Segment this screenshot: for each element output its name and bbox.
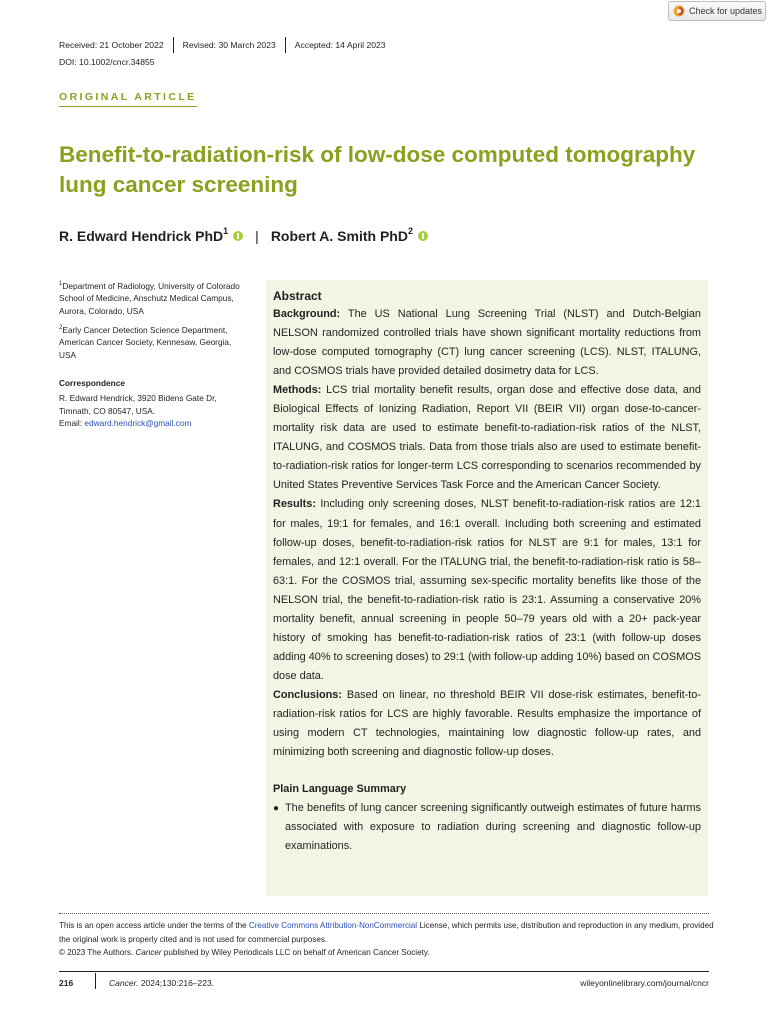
footer-divider — [95, 973, 96, 989]
history-divider — [285, 37, 286, 53]
abstract-section-label: Methods: — [273, 384, 322, 397]
section-underline — [59, 106, 197, 107]
license-pre: This is an open access article under the terms of the — [59, 921, 249, 930]
bullet-icon: ● — [273, 803, 280, 815]
abstract-section-text: Based on linear, no threshold BEIR VII dose-risk estimates, benefit-to-radiation-risk ratios for LCS are highly favorable. Results emphasize the importance of using modern CT technologies, maintaining low diagnostic follow-up rates, and minimizing both screening and diagnostic follow-up doses. — [273, 688, 701, 759]
abstract-methods — [273, 381, 701, 495]
correspondence-heading: Correspondence — [59, 378, 125, 388]
copyright-post: published by Wiley Periodicals LLC on behalf of American Cancer Society. — [161, 948, 430, 957]
abstract-content — [273, 287, 701, 856]
author-name[interactable]: R. Edward Hendrick PhD — [59, 228, 224, 244]
author-separator: | — [255, 228, 259, 244]
abstract-section-text: Including only screening doses, NLST benefit-to-radiation-risk ratios are 12:1 for males, 19:1 for females, and 16:1 overall. Including both screening and estimated follow-up doses, benefit-to-radiation-risk ratios for NLST are 9:1 for males, 13:1 for females, and 12:1 overall. For the ITALUNG trial, the benefit-to-radiation-risk ratio is 58–63:1. For the COSMOS trial, assuming sex-specific mortality benefits like those of the NELSON trial, the benefit-to-radiation-risk ratio is 23:1. Assuming a conservative 20% mortality benefit, annual screening in people 50–79 years old with a 20+ pack-year history of smoking has benefit-to-radiation-risk ratios of 23:1 (with follow-up doses adding 40% to screening doses) to 29:1 (with follow-up adding 10%) based on COSMOS dose data. — [273, 498, 702, 682]
accepted-date: Accepted: 14 April 2023 — [294, 40, 386, 50]
summary-bullet — [273, 799, 701, 856]
license-post: License, which permits use, distribution and reproduction in any medium, provided the original work is properly cited and is not used for commercial purposes. — [59, 921, 714, 944]
affiliation-text: Department of Radiology, University of Colorado School of Medicine, Anschutz Medical Campus, Aurora, Colorado, USA — [59, 280, 240, 316]
journal-url[interactable]: wileyonlinelibrary.com/journal/cncr — [580, 978, 709, 988]
affiliation — [59, 322, 249, 362]
section-label: ORIGINAL ARTICLE — [59, 91, 197, 103]
license-notice — [59, 919, 714, 960]
author-affiliation-ref: 2 — [407, 226, 413, 236]
check-updates-icon — [673, 5, 685, 17]
journal-name: Cancer. — [109, 978, 139, 988]
footer-rule — [59, 971, 709, 972]
correspondence-email-line — [59, 417, 259, 430]
license-text — [59, 919, 714, 946]
correspondence-details — [59, 392, 259, 430]
revised-date: Revised: 30 March 2023 — [182, 40, 276, 50]
email-link[interactable]: edward.hendrick@gmail.com — [84, 418, 192, 429]
abstract-box — [266, 280, 708, 896]
plain-language-summary-heading: Plain Language Summary — [273, 783, 407, 796]
journal-citation — [109, 978, 214, 988]
license-divider — [59, 913, 709, 914]
orcid-icon[interactable] — [418, 231, 428, 241]
page-number: 216 — [59, 978, 74, 988]
author-affiliation-ref: 1 — [223, 226, 229, 236]
check-for-updates-label: Check for updates — [689, 6, 763, 16]
abstract-results — [273, 495, 701, 685]
affiliation-text: Early Cancer Detection Science Department, American Cancer Society, Kennesaw, Georgia, USA — [59, 324, 232, 360]
article-title: Benefit-to-radiation-risk of low-dose computed tomography lung cancer screening — [59, 142, 696, 197]
doi: DOI: 10.1002/cncr.34855 — [59, 57, 155, 67]
copyright-pre: © 2023 The Authors. — [59, 948, 136, 957]
summary-bullet-text: The benefits of lung cancer screening significantly outweigh estimates of future harms associated with exposure to radiation during screening and diagnostic follow-up examinations. — [285, 802, 701, 853]
received-date: Received: 21 October 2022 — [59, 40, 164, 50]
correspondence-address: Timnath, CO 80547, USA. — [59, 405, 156, 416]
abstract-background — [273, 305, 701, 381]
author-name[interactable]: Robert A. Smith PhD — [270, 228, 408, 244]
orcid-icon[interactable] — [233, 231, 243, 241]
license-link[interactable]: Creative Commons Attribution-NonCommercial — [248, 921, 418, 930]
correspondence-address: R. Edward Hendrick, 3920 Bidens Gate Dr, — [59, 393, 217, 403]
affiliation-number: 1 — [59, 281, 63, 287]
history-divider — [173, 37, 174, 53]
abstract-section-label: Results: — [273, 498, 316, 511]
citation-details: 2024;130:216–223. — [138, 978, 215, 988]
email-label: Email: — [59, 418, 85, 429]
abstract-heading: Abstract — [273, 289, 322, 303]
abstract-section-label: Background: — [273, 308, 341, 320]
abstract-section-text: LCS trial mortality benefit results, organ dose and effective dose data, and Biological Effects of Ionizing Radiation, Report VII (BEIR VII) organ dose-to-cancer-mortality risk data are used to estimate benefit-to-radiation-risk ratios of the NLST, ITALUNG, and COSMOS trials. Data from those trials also are used to estimate benefit-to-radiation-risk ratios for longer-term LCS corresponding to scenarios recommended by United States Preventive Services Task Force and the American Cancer Society. — [273, 384, 701, 492]
author-list — [59, 228, 428, 244]
affiliation-number: 2 — [59, 325, 63, 331]
abstract-section-text: The US National Lung Screening Trial (NLST) and Dutch-Belgian NELSON randomized controlled trials have shown significant mortality reductions from low-dose computed tomography (CT) lung cancer screening (LCS). NLST, ITALUNG, and COSMOS trials have provided detailed dosimetry data for LCS. — [273, 308, 701, 378]
copyright-journal: Cancer — [135, 948, 162, 957]
check-for-updates-button[interactable] — [668, 1, 766, 21]
affiliation — [59, 278, 249, 318]
abstract-conclusions — [273, 686, 701, 762]
abstract-section-label: Conclusions: — [273, 688, 342, 701]
copyright-line — [59, 946, 714, 960]
article-history — [59, 37, 386, 53]
